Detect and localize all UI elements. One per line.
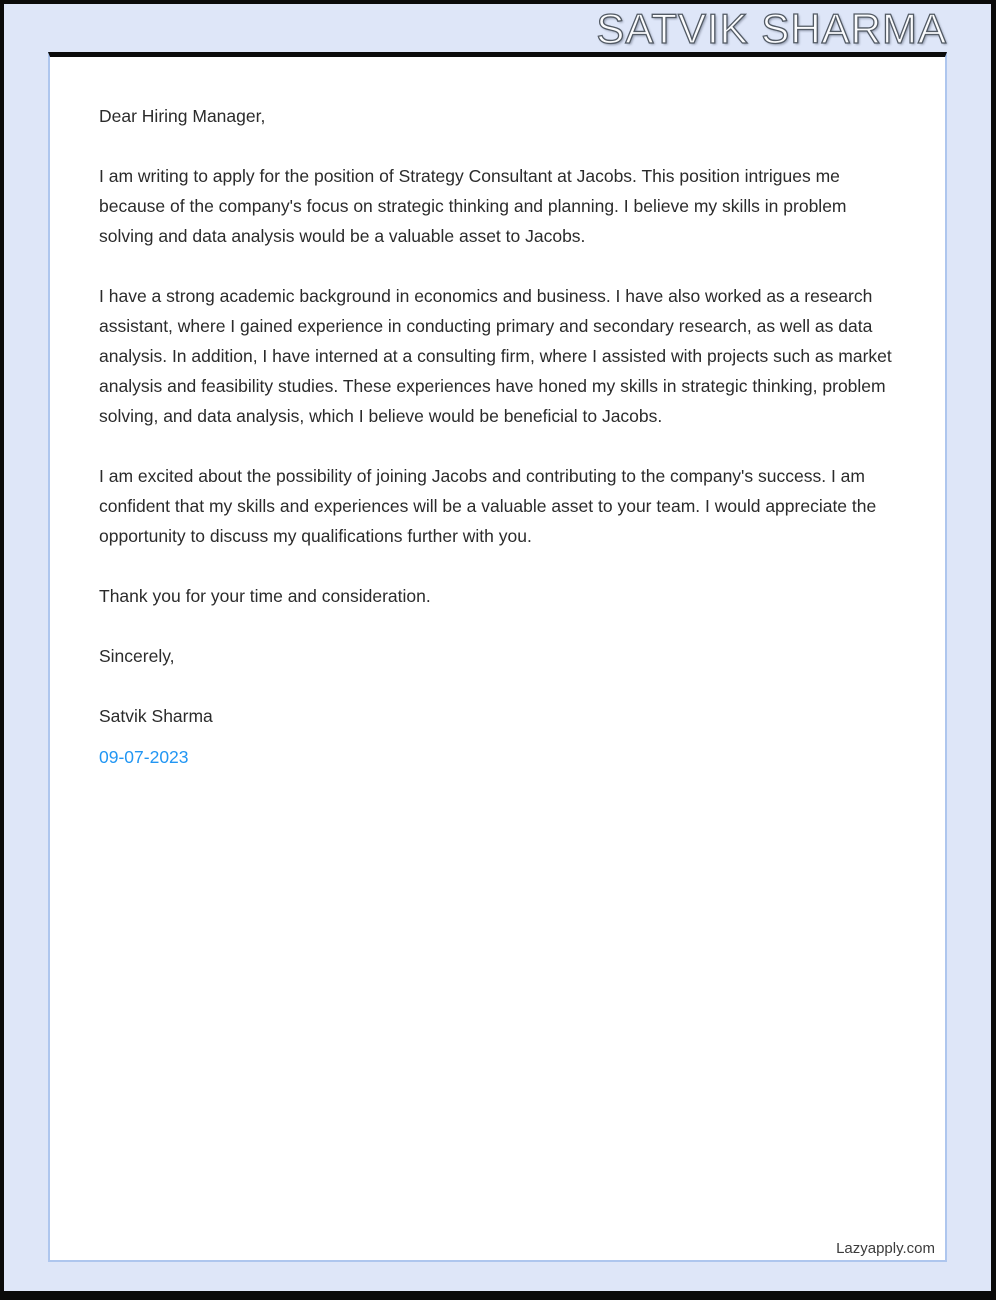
paragraph-experience: I have a strong academic background in economics and business. I have also worked as a research assistant, where I gained experience in conducting primary and secondary research, as well as data analysis. In addition, I have interned at a consulting firm, where I assisted with projects such as market analysis and feasibility studies. These experiences have honed my skills in strategic thinking, problem solving, and data analysis, which I believe would be beneficial to Jacobs. [99,286,892,426]
thanks-line: Thank you for your time and consideration. [99,586,431,606]
cover-letter-sheet [48,52,947,1262]
greeting-line: Dear Hiring Manager, [99,106,266,126]
letter-body [50,57,945,772]
applicant-name-heading: SATVIK SHARMA [596,5,947,52]
lazyapply-watermark: Lazyapply.com [836,1240,935,1257]
signature-name: Satvik Sharma [99,706,213,726]
closing-line: Sincerely, [99,646,175,666]
paragraph-intro: I am writing to apply for the position of Strategy Consultant at Jacobs. This position intrigues me because of the company's focus on strategic thinking and planning. I believe my skills in problem solving and data analysis would be a valuable asset to Jacobs. [99,166,847,246]
letter-header [4,4,991,52]
paragraph-closing-pitch: I am excited about the possibility of joining Jacobs and contributing to the company's success. I am confident that my skills and experiences will be a valuable asset to your team. I would appreciate the opportunity to discuss my qualifications further with you. [99,466,877,546]
letter-date-link[interactable]: 09-07-2023 [99,747,189,767]
